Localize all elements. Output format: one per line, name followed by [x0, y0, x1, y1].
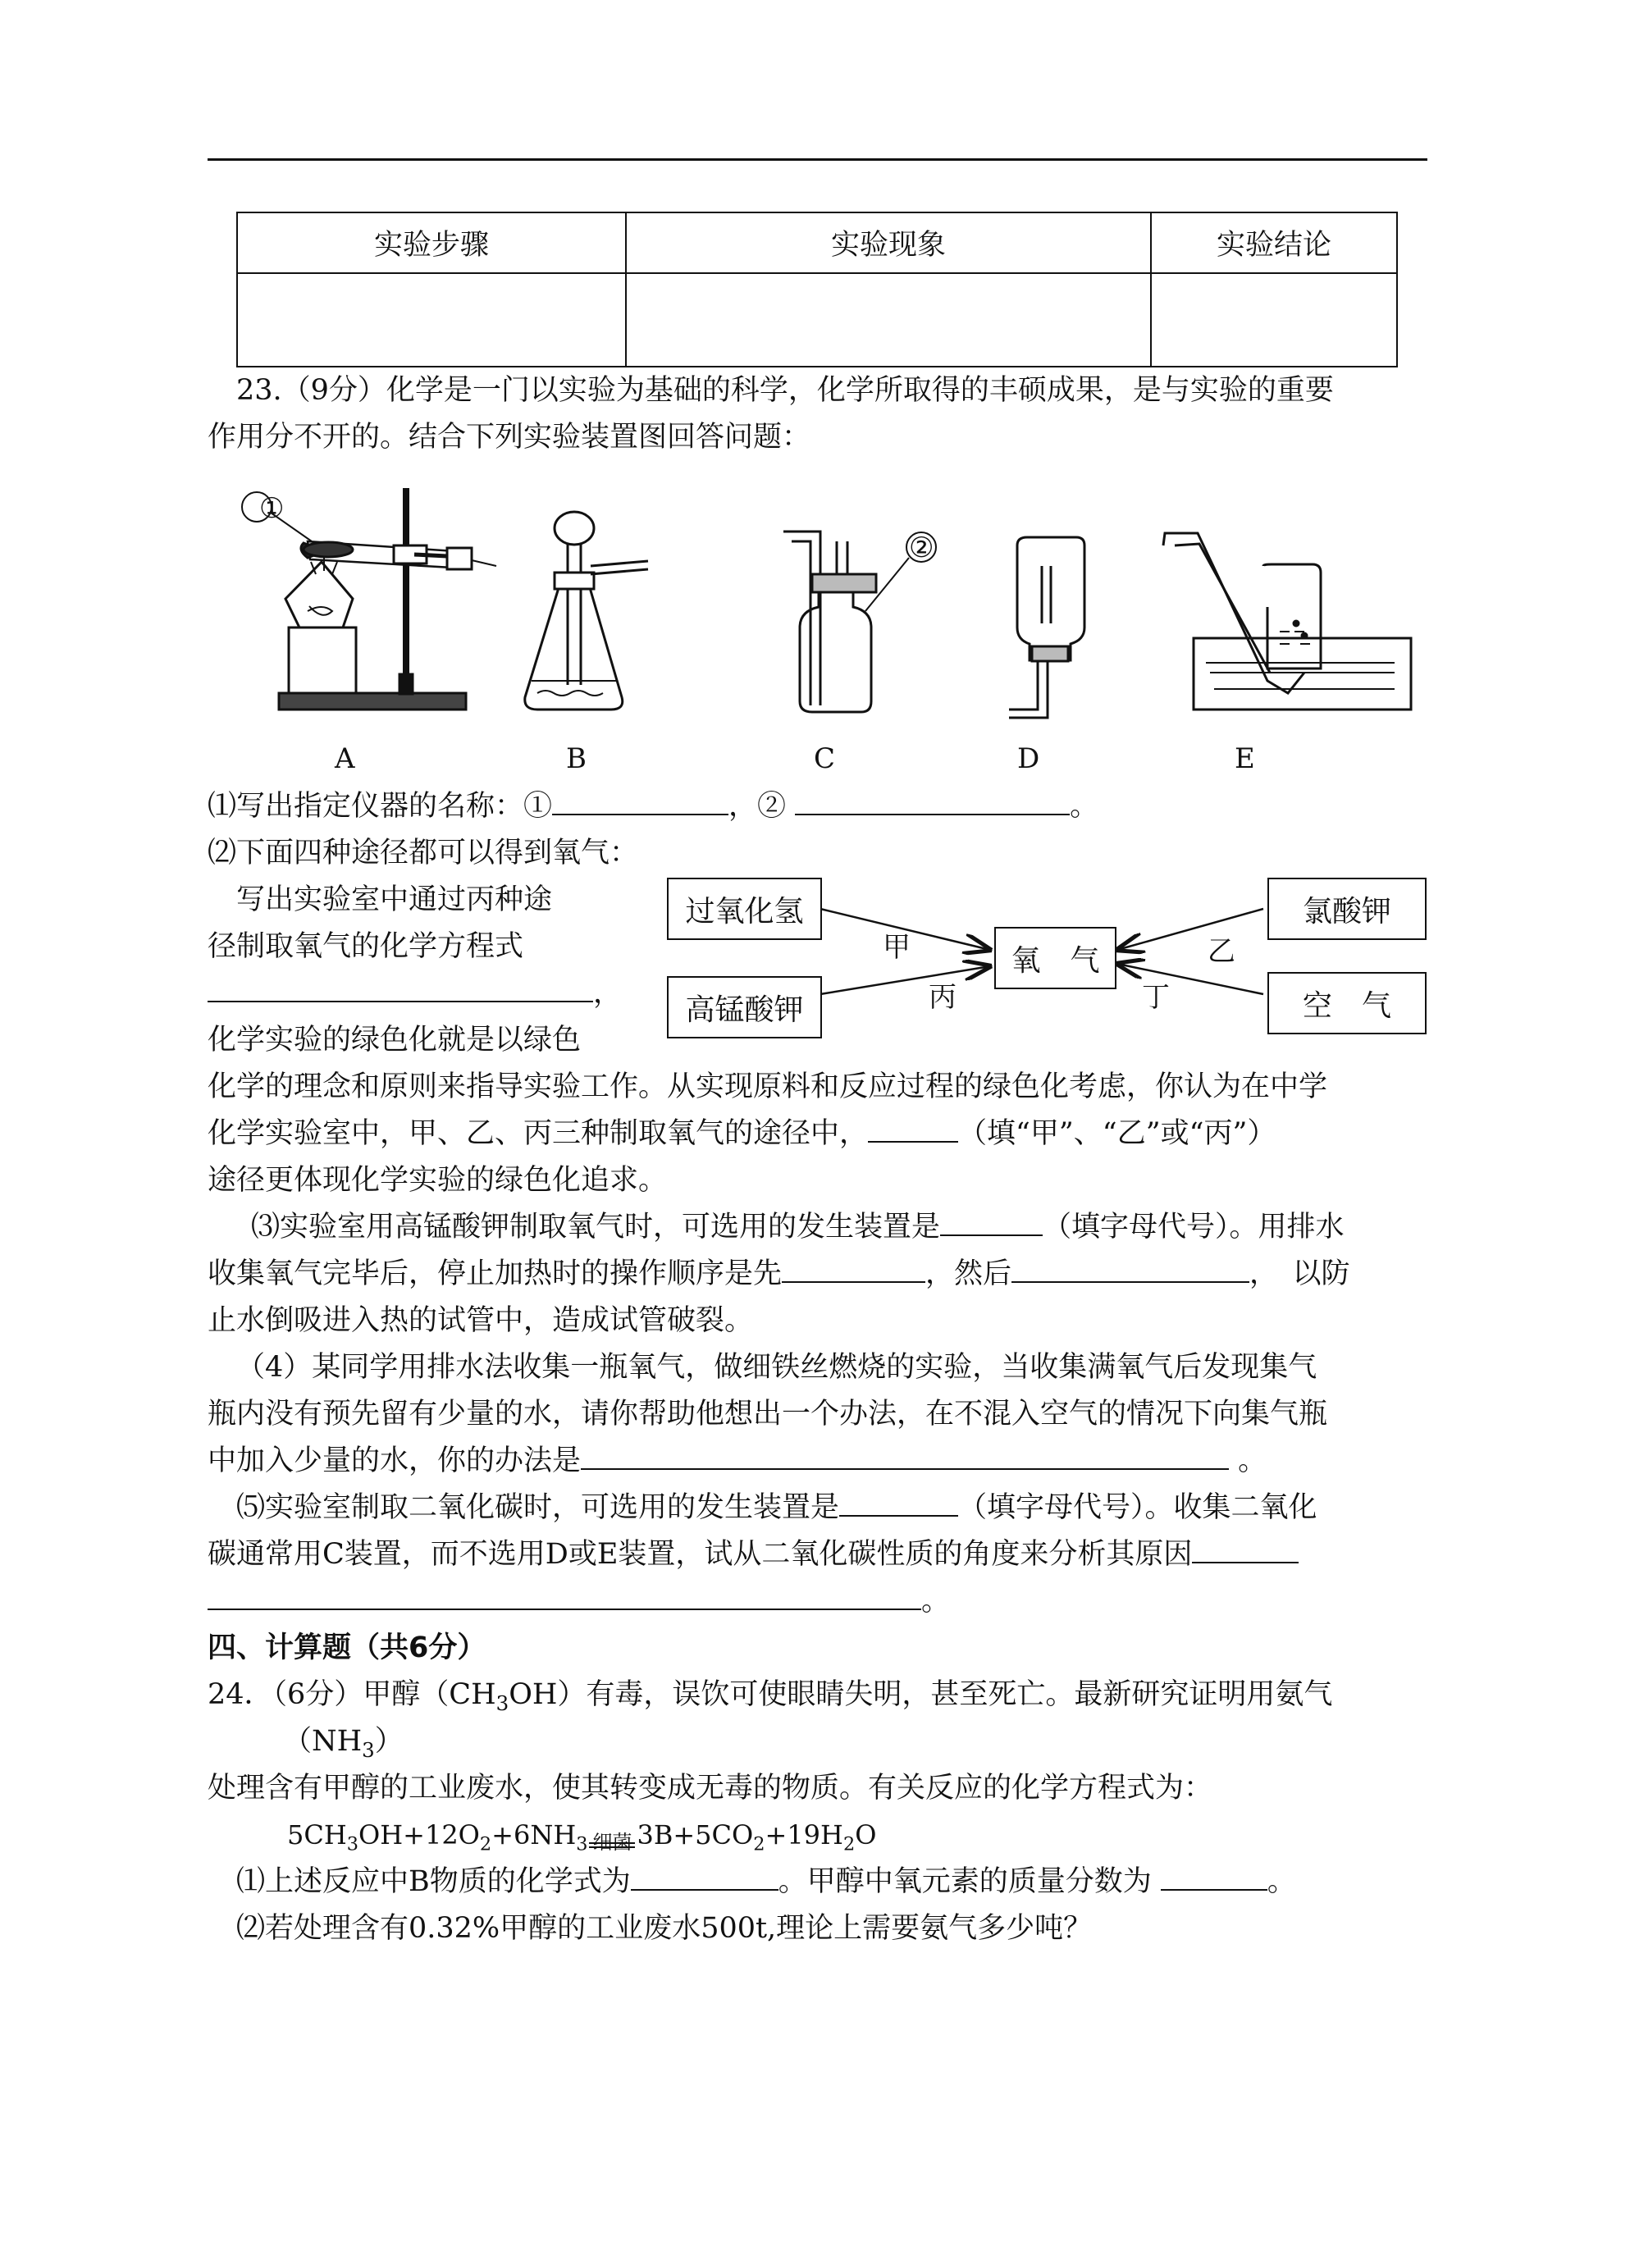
marker-1: ①: [259, 492, 285, 525]
q23-part4-line3: [208, 1438, 1267, 1485]
answer-blank-method[interactable]: [581, 1444, 1229, 1470]
apparatus-label-b: B: [566, 742, 587, 775]
q24-line1-sub: 3: [495, 1691, 509, 1715]
box-oxygen: 氧 气: [994, 927, 1116, 989]
q24-part1-text-c: 。: [1267, 1865, 1296, 1898]
route-arrow-yi: [1117, 909, 1263, 950]
q23-part5-line3-end: 。: [921, 1585, 951, 1618]
q23-part1-text-b: ，②: [728, 790, 787, 823]
route-label-bing: 丙: [929, 981, 957, 1014]
q23-part4-line2: 瓶内没有预先留有少量的水，请你帮助他想出一个办法，在不混入空气的情况下向集气瓶: [208, 1398, 1328, 1431]
q23-part3-line1-text-a: ⑶实验室用高锰酸钾制取氧气时，可选用的发生装置是: [251, 1211, 941, 1244]
route-arrow-ding: [1117, 964, 1263, 994]
box-hydrogen-peroxide: 过氧化氢: [667, 878, 822, 940]
q23-part5-line1-text-a: ⑸实验室制取二氧化碳时，可选用的发生装置是: [236, 1491, 840, 1524]
apparatus-label-a: A: [335, 742, 355, 775]
q23-part5-line3: [208, 1578, 950, 1625]
table-header-steps: 实验步骤: [237, 212, 626, 273]
q24-equation: $5CH_3OH+12O_2+6NH_3$ 细菌 $3B+5CO_2+19H_2O$: [287, 1812, 876, 1868]
q23-part4-line3-text-b: 。: [1238, 1444, 1267, 1477]
q24-part1-text-a: ⑴上述反应中B物质的化学式为: [236, 1865, 631, 1898]
answer-blank-oxygen-fraction[interactable]: [1161, 1864, 1267, 1891]
q23-part3-line1-text-b: （填字母代号）。用排水: [1043, 1211, 1345, 1244]
q24-part1: [236, 1859, 1296, 1905]
q23-part3-line2-text-c: ， 以防: [1249, 1257, 1350, 1290]
answer-blank-reason-a[interactable]: [1192, 1537, 1299, 1563]
q23-intro-line2: 作用分不开的。结合下列实验装置图回答问题：: [208, 421, 811, 454]
q24-line3: 处理含有甲醇的工业废水，使其转变成无毒的物质。有关反应的化学方程式为：: [208, 1772, 1213, 1805]
table-header-conclusion: 实验结论: [1151, 212, 1397, 273]
q23-part2-line6-text-a: 化学实验室中，甲、乙、丙三种制取氧气的途径中，: [208, 1117, 869, 1150]
q23-part3-line3: 止水倒吸进入热的试管中，造成试管破裂。: [208, 1304, 754, 1337]
route-label-yi: 乙: [1208, 935, 1235, 968]
answer-blank-generator-kmno4[interactable]: [940, 1210, 1043, 1236]
q23-part5-line1: [236, 1485, 1317, 1531]
q24-line1-text-b: OH）有毒，误饮可使眼睛失明，甚至死亡。最新研究证明用氨气: [509, 1678, 1333, 1711]
reaction-condition-text: 细菌: [592, 1831, 632, 1854]
section-4-title: 四、计算题（共6分）: [208, 1631, 486, 1664]
answer-blank-then-step[interactable]: [1011, 1257, 1249, 1283]
apparatus-label-d: D: [1017, 742, 1040, 775]
q23-part4-line3-text-a: 中加入少量的水，你的办法是: [208, 1444, 582, 1477]
q23-part5-line2-text: 碳通常用C装置，而不选用D或E装置，试从二氧化碳性质的角度来分析其原因: [208, 1538, 1193, 1571]
q23-part2-line2: 径制取氧气的化学方程式: [208, 930, 524, 963]
answer-blank-first-step[interactable]: [782, 1257, 925, 1283]
q23-part3-line2: [208, 1251, 1350, 1298]
box-air: 空 气: [1267, 972, 1427, 1034]
q24-line2-text-a: （NH: [283, 1725, 363, 1758]
q23-part3-line2-text-a: 收集氧气完毕后，停止加热时的操作顺序是先: [208, 1257, 783, 1290]
q23-part5-line2: [208, 1531, 1299, 1578]
q24-line1-text-a: 24．（6分）甲醇（CH: [208, 1678, 496, 1711]
answer-blank-green-route[interactable]: [868, 1116, 958, 1143]
q23-part2-title: ⑵下面四种途径都可以得到氧气：: [208, 837, 639, 869]
q23-part2-line6-text-b: （填“甲”、“乙”或“丙”）: [958, 1117, 1276, 1150]
q23-part4-line1: （4）某同学用排水法收集一瓶氧气，做细铁丝燃烧的实验，当收集满氧气后发现集气: [236, 1351, 1317, 1384]
q23-part1-text-c: 。: [1070, 790, 1099, 823]
q23-part2-line3-end: ，: [593, 977, 623, 1010]
marker-2: ②: [909, 532, 934, 564]
q23-part2-line6: [208, 1111, 1276, 1157]
q24-part2: ⑵若处理含有0.32%甲醇的工业废水500t,理论上需要氨气多少吨？: [236, 1912, 1093, 1945]
q23-part2-line5: 化学的理念和原则来指导实验工作。从实现原料和反应过程的绿色化考虑，你认为在中学: [208, 1070, 1328, 1103]
apparatus-label-e: E: [1235, 742, 1255, 775]
q23-part3-line2-text-b: ，然后: [925, 1257, 1012, 1290]
route-label-jia: 甲: [883, 931, 911, 964]
answer-blank-reason-b[interactable]: [208, 1584, 921, 1610]
q23-part2-line7: 途径更体现化学实验的绿色化追求。: [208, 1164, 668, 1197]
q23-part3-line1: [251, 1204, 1345, 1251]
q23-part1-text-a: ⑴写出指定仪器的名称：①: [208, 790, 553, 823]
route-arrow-bing: [820, 966, 990, 994]
box-potassium-chlorate: 氯酸钾: [1267, 878, 1427, 940]
q23-part2-line1: 写出实验室中通过丙种途: [236, 883, 553, 916]
q24-line2-sub: 3: [362, 1738, 375, 1762]
table-header-phenomena: 实验现象: [626, 212, 1151, 273]
answer-blank-generator-co2[interactable]: [839, 1490, 958, 1517]
q23-intro-line1: 23.（9分）化学是一门以实验为基础的科学，化学所取得的丰硕成果，是与实验的重要: [236, 374, 1334, 407]
q23-part5-line1-text-b: （填字母代号）。收集二氧化: [958, 1491, 1317, 1524]
q24-part1-text-b: 。甲醇中氧元素的质量分数为: [778, 1865, 1152, 1898]
box-potassium-permanganate: 高锰酸钾: [667, 976, 822, 1038]
q23-part2-line4: 化学实验的绿色化就是以绿色: [208, 1024, 582, 1056]
answer-blank-b-formula[interactable]: [631, 1864, 778, 1891]
apparatus-label-c: C: [814, 742, 836, 775]
q24-line2-text-b: ）: [374, 1725, 404, 1758]
route-label-ding: 丁: [1142, 981, 1170, 1014]
